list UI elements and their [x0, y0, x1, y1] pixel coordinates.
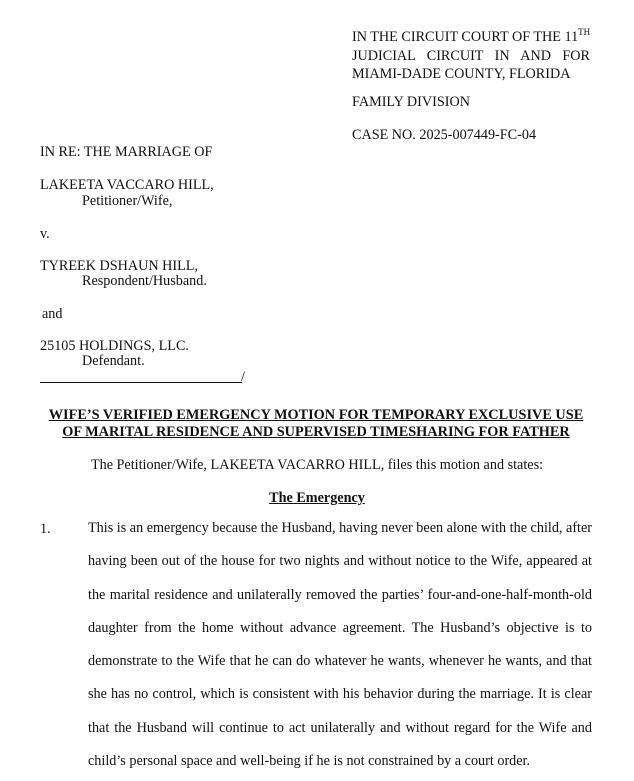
petitioner-name: LAKEETA VACCARO HILL, [40, 177, 214, 193]
paragraph-text: This is an emergency because the Husband, having never been alone with the child, after having been out of the house for two nights and without notice to the Wife, appeared at the marital residence and unilaterally removed the parties’ four-and-one-half-month-old daughter from the home without advance agreement. The Husband’s objective is to demonstrate to the Wife that he can do whatever he wants, whenever he wants, and that she has no control, which is consistent with his behavior during the marriage. It is clear that the Husband will continue to act unilaterally and without regard for the Wife and child’s personal space and well-being if he is not constrained by a court order. [88, 520, 593, 770]
section-heading: The Emergency [269, 490, 365, 506]
caption-rule [40, 382, 242, 383]
intro-text: The Petitioner/Wife, LAKEETA VACARRO HILL, files this motion and states: [90, 457, 544, 473]
ordinal-suffix: TH [578, 27, 591, 37]
motion-title [40, 407, 592, 441]
motion-title-line-1: WIFE’S VERIFIED EMERGENCY MOTION FOR TEMPORARY EXCLUSIVE USE [48, 407, 584, 423]
paragraph-number: 1. [40, 521, 51, 537]
defendant-role: Defendant. [82, 353, 145, 369]
respondent-name: TYREEK DSHAUN HILL, [40, 258, 199, 274]
versus: v. [40, 226, 50, 242]
in-re-line: IN RE: THE MARRIAGE OF [40, 144, 213, 160]
division: FAMILY DIVISION [352, 94, 470, 110]
court-header [352, 28, 590, 84]
respondent-role: Respondent/Husband. [82, 273, 207, 289]
motion-title-line-2: OF MARITAL RESIDENCE AND SUPERVISED TIMESHARING FOR FATHER [62, 424, 570, 440]
caption-slash: / [241, 369, 245, 385]
and-line: and [42, 306, 63, 322]
court-line-2: JUDICIAL CIRCUIT IN AND FOR [352, 47, 590, 64]
case-number: CASE NO. 2025-007449-FC-04 [352, 127, 537, 143]
court-line-1: IN THE CIRCUIT COURT OF THE 11TH [352, 27, 591, 45]
petitioner-role: Petitioner/Wife, [82, 193, 173, 209]
court-line-3: MIAMI-DADE COUNTY, FLORIDA [352, 66, 571, 82]
defendant-name: 25105 HOLDINGS, LLC. [40, 338, 189, 354]
